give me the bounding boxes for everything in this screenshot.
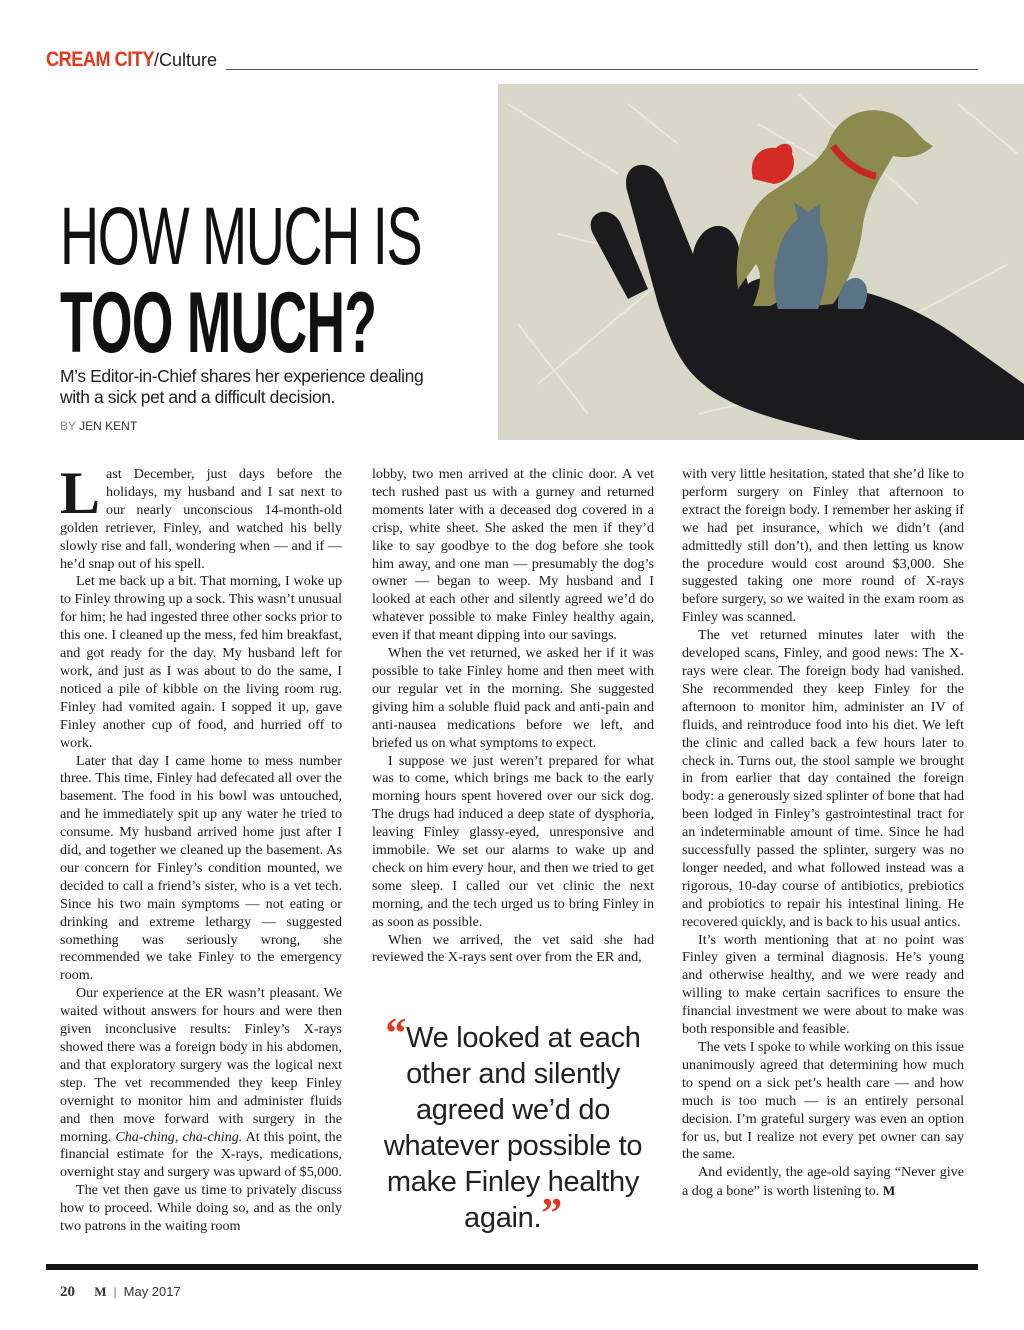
section-name: /Culture <box>154 50 218 70</box>
paragraph: The vet then gave us time to privately discuss how to proceed. While doing so, and as the only two patrons in the waiting room <box>60 1182 342 1235</box>
paragraph: The vet returned minutes later with the developed scans, Finley, and good news: The X-rays were clear. The foreign body had vanished. She recommended they keep Finley for the afternoon to monitor him, administer an IV of fluids, and reintroduce food into his diet. We left the clinic and called back a few hours later to check in. Turns out, the stool sample we brought in from earlier that day contained the foreign body: a generously sized splinter of bone that had been lodged in Finley’s gastrointestinal tract for an indeterminable amount of time. Since he had successfully passed the splinter, surgery was no longer needed, and what followed instead was a rigorous, 10-day course of antibiotics, prebiotics and probiotics to repair his intestinal lining. He recovered quickly, and is back to his usual antics. <box>682 627 964 930</box>
paragraph: When we arrived, the vet said she had reviewed the X-rays sent over from the ER and, <box>372 931 654 966</box>
paragraph: Our experience at the ER wasn’t pleasant. We waited without answers for hours and were then given inconclusive results: Finley’s X-rays showed there was a foreign body in his abdomen, and that exploratory surgery was the logical next step. The vet recommended they keep Finley overnight to monitor him and administer fluids and then move forward with surgery in the morning. Cha-ching, cha-ching. At this point, the financial estimate for the X-rays, medications, overnight stay and surgery was upward of $5,000. <box>60 985 342 1181</box>
pull-quote <box>382 1011 644 1237</box>
open-quote-mark: “ <box>385 1011 407 1057</box>
paragraph: Let me back up a bit. That morning, I woke up to Finley throwing up a sock. This wasn’t unusual for him; he had ingested three other socks prior to this one. I cleaned up the mess, fed him breakfast, and got ready for the day. My husband left for work, and just as I was about to do the same, I noticed a pile of kibble on the living room rug. Finley had vomited again. I sopped it up, gave Finley another cup of food, and hurried off to work. <box>60 573 342 751</box>
paragraph: Later that day I came home to mess number three. This time, Finley had defecated all over the basement. The food in his bowl was untouched, and he immediately spit up any water he tried to consume. My husband arrived home just after I did, and together we cleaned up the basement. As our concern for Finley’s condition mounted, we decided to call a friend’s sister, who is a vet tech. Since his two main symptoms — not eating or drinking and extreme lethargy — suggested something was seriously wrong, she recommended we take Finley to the emergency room. <box>60 752 342 984</box>
paragraph: I suppose we just weren’t prepared for what was to come, which brings me back to the early morning hours spent hovered over our sick dog. The drugs had induced a deep state of dysphoria, leaving Finley glassy-eyed, unresponsive and immobile. We set our alarms to wake up and check on him every hour, and then we tried to get some sleep. I called our vet clinic the next morning, and the tech urged us to bring Finley in as soon as possible. <box>372 752 654 930</box>
section-header <box>46 48 978 74</box>
hand-with-animals-illustration <box>498 84 1024 440</box>
issue-date: May 2017 <box>123 1284 181 1299</box>
paragraph: The vets I spoke to while working on this issue unanimously agreed that determining how much to spend on a sick pet’s health care — and how much is too much — is an entirely personal decision. I’m grateful surgery was even an option for us, but I realize not every pet owner can say the same. <box>682 1039 964 1163</box>
byline-author: JEN KENT <box>79 419 138 433</box>
page-number: 20 <box>60 1284 75 1300</box>
byline-prefix: BY <box>60 419 76 433</box>
paragraph: Last December, just days before the holidays, my husband and I sat next to our nearly unconscious 14-month-old golden retriever, Finley, and watched his belly slowly rise and fall, wondering when — and if — he’d snap out of his spell. <box>60 460 342 572</box>
close-quote-mark: ” <box>541 1191 562 1237</box>
article-deck: M’s Editor-in-Chief shares her experience dealing with a sick pet and a difficult decision. <box>60 366 424 407</box>
end-mark: M <box>882 1183 896 1199</box>
article-column-2 <box>372 466 654 967</box>
paragraph: lobby, two men arrived at the clinic door. A vet tech rushed past us with a gurney and returned moments later with a deceased dog covered in a crisp, white sheet. She asked the men if they’d like to say goodbye to the dog before she took him away, and one man — presumably the dog’s owner — began to weep. My husband and I looked at each other and silently agreed we’d do whatever possible to make Finley healthy again, even if that meant dipping into our savings. <box>372 466 654 644</box>
paragraph: And evidently, the age-old saying “Never give a dog a bone” is worth listening to. M <box>682 1164 964 1200</box>
headline-line-2: TOO MUCH? <box>60 275 377 371</box>
footer-rule <box>46 1264 978 1270</box>
magazine-logo: M <box>94 1284 107 1299</box>
header-rule <box>226 69 978 70</box>
paragraph: When the vet returned, we asked her if it was possible to take Finley home and then meet with our regular vet in the morning. She suggested giving him a soluble fluid pack and anti-pain and anti-nausea medications before we left, and briefed us on what symptoms to expect. <box>372 645 654 751</box>
paragraph: with very little hesitation, stated that she’d like to perform surgery on Finley that afternoon to extract the foreign body. I remember her asking if we had pet insurance, which we didn’t (and admittedly still don’t), and then letting us know the procedure would cost around $3,000. She suggested taking one more round of X-rays before surgery, so we waited in the exam room as Finley was scanned. <box>682 466 964 626</box>
article-column-3 <box>682 466 964 1201</box>
page-footer <box>60 1284 181 1301</box>
byline <box>60 419 137 433</box>
headline-line-1: HOW MUCH IS <box>60 191 422 282</box>
drop-cap: L <box>60 460 101 526</box>
pull-quote-text: We looked at each other and silently agreed we’d do whatever possible to make Finley healthy again. <box>383 1022 643 1234</box>
section-brand: CREAM CITY <box>46 48 155 71</box>
article-illustration <box>498 84 1024 440</box>
paragraph: It’s worth mentioning that at no point was Finley given a terminal diagnosis. He’s young and otherwise healthy, and we were ready and willing to make certain sacrifices to ensure the financial investment we were about to make was both responsible and feasible. <box>682 931 964 1038</box>
footer-separator: | <box>113 1284 117 1299</box>
article-column-1 <box>60 460 342 1236</box>
